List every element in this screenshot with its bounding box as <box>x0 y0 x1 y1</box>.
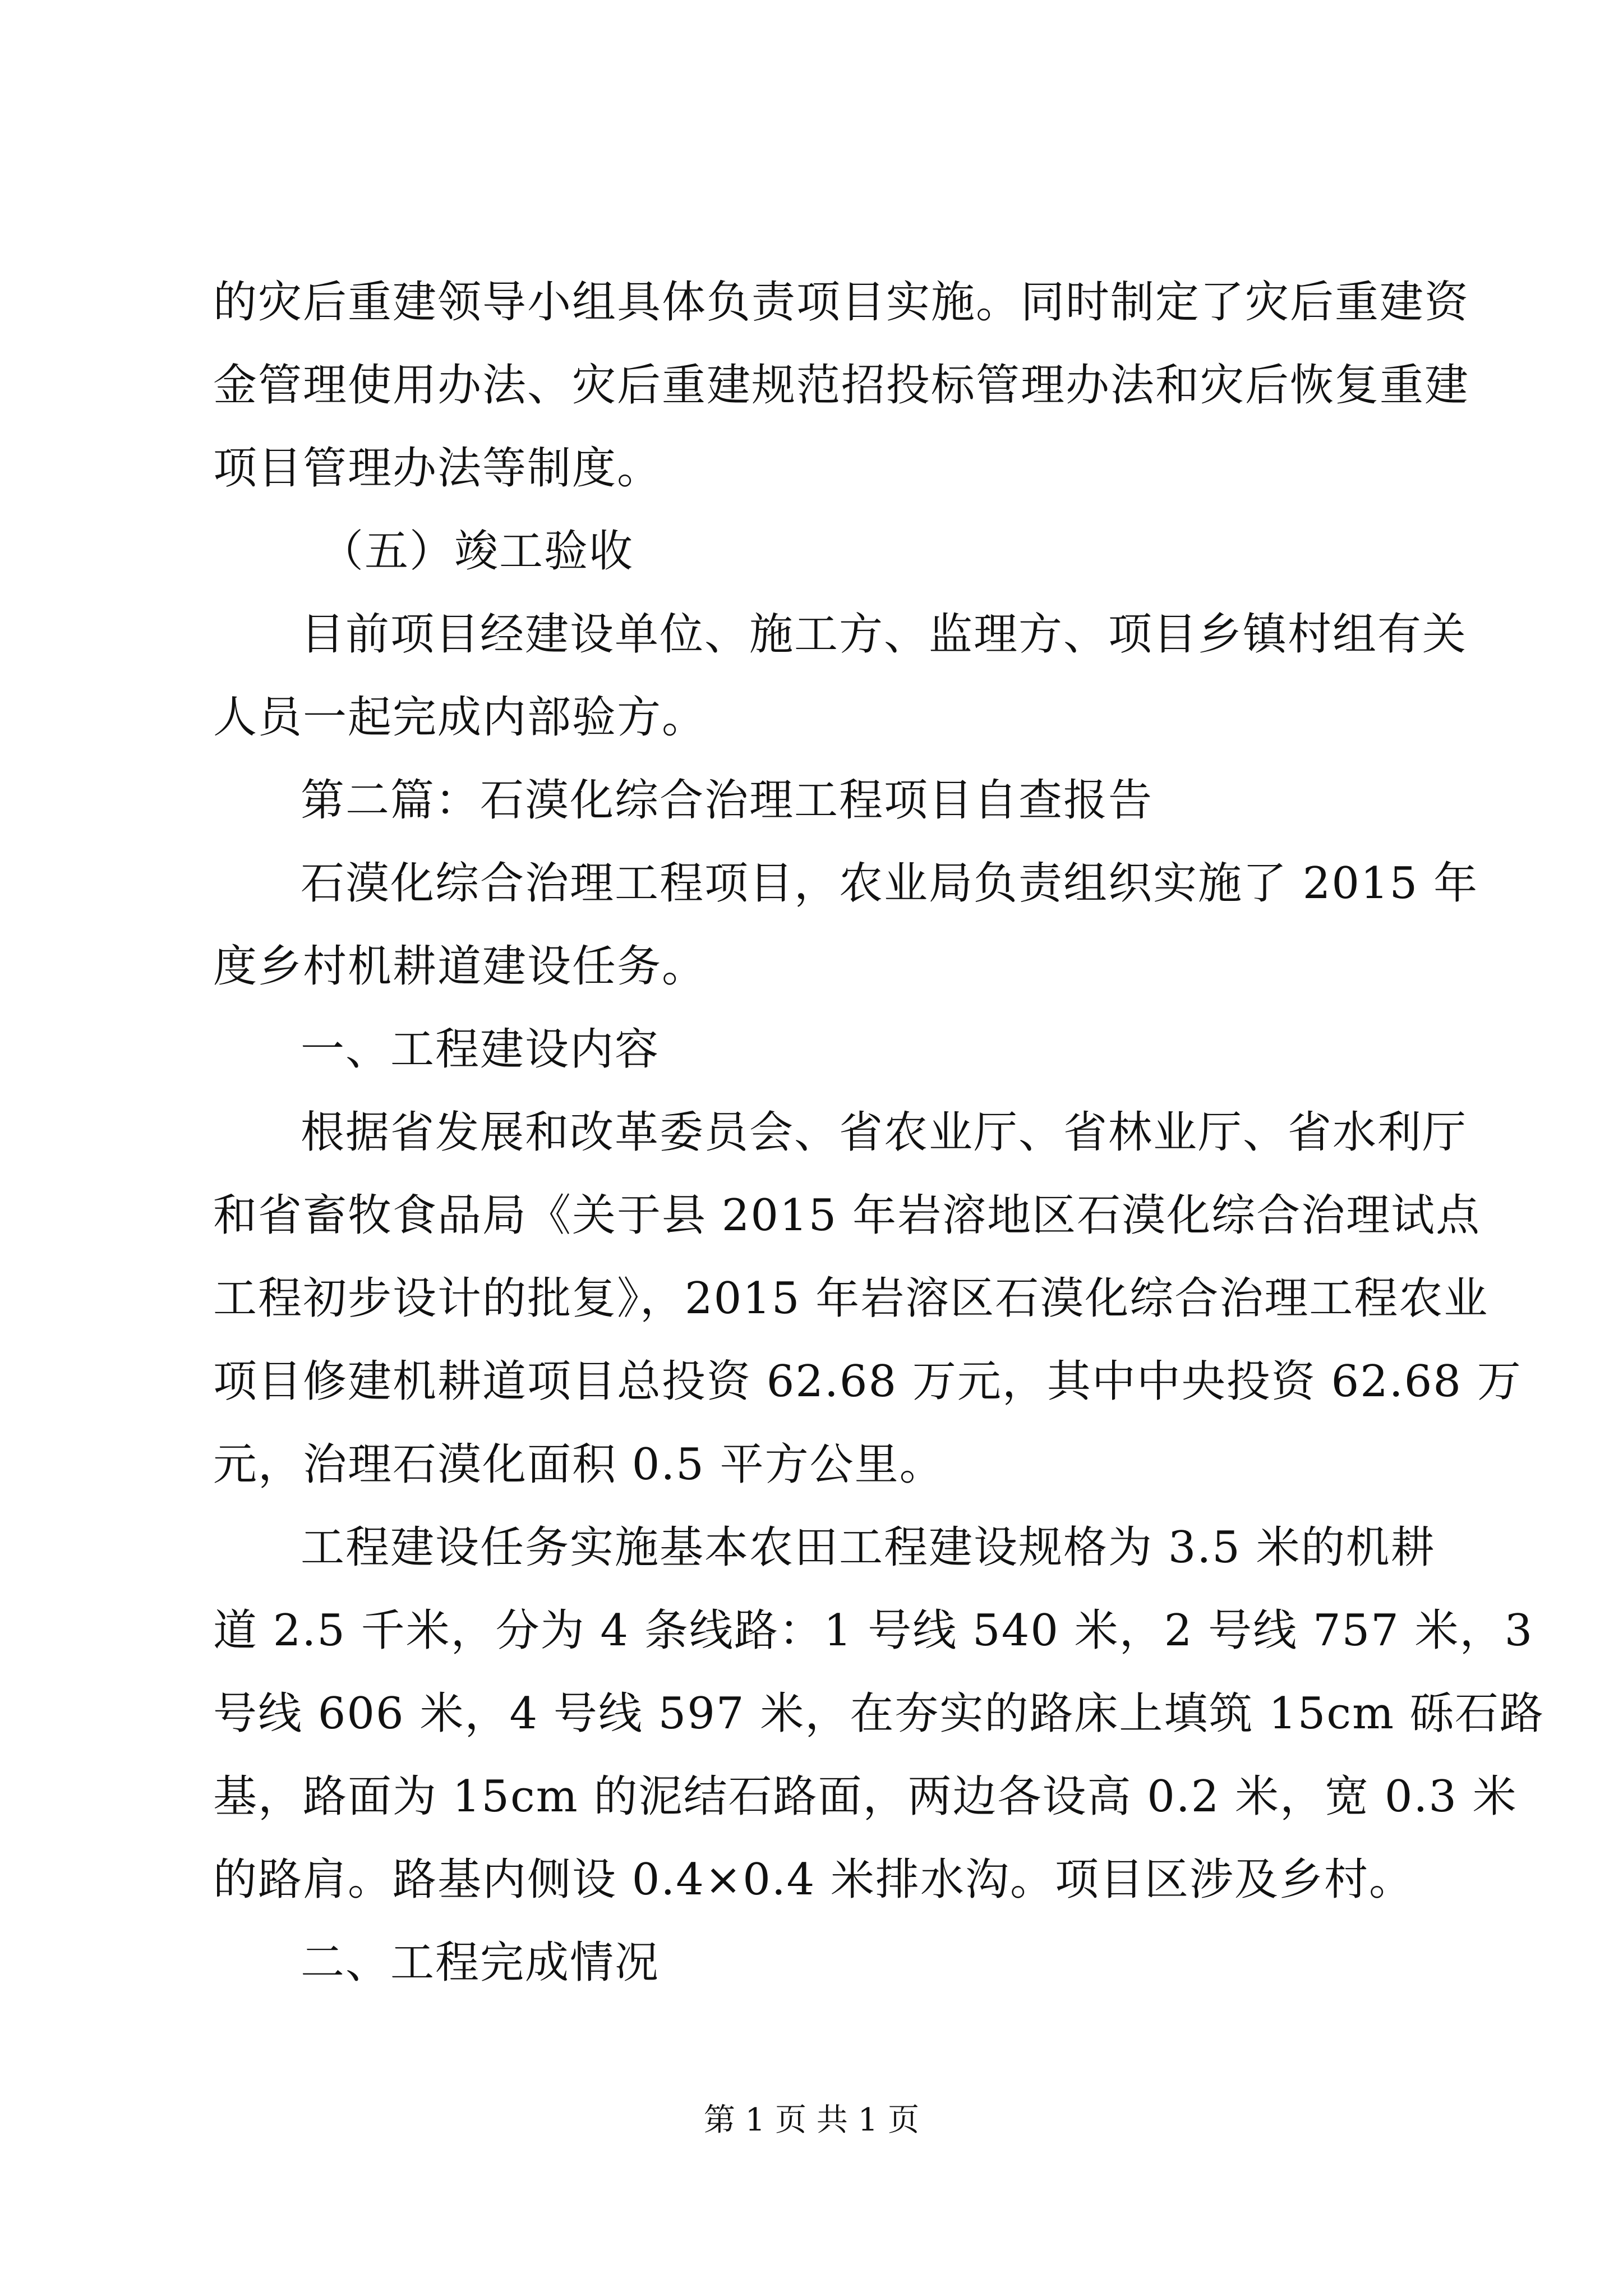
page-number-label: 第 1 页 共 1 页 <box>703 2102 920 2138</box>
paragraph-first-line: 目前项目经建设单位、施工方、监理方、项目乡镇村组有关 <box>301 609 1468 660</box>
document-body <box>213 261 1544 2004</box>
paragraph-first-line: 工程建设任务实施基本农田工程建设规格为 3.5 米的机耕 <box>301 1522 1436 1573</box>
body-line: 号线 606 米，4 号线 597 米，在夯实的路床上填筑 15cm 砾石路 <box>213 1688 1544 1739</box>
body-line: 元，治理石漠化面积 0.5 平方公里。 <box>213 1439 944 1490</box>
body-line: 基，路面为 15cm 的泥结石路面，两边各设高 0.2 米，宽 0.3 米 <box>213 1772 1518 1822</box>
body-line: 的路肩。路基内侧设 0.4×0.4 米排水沟。项目区涉及乡村。 <box>213 1855 1414 1905</box>
section-heading: （五）竣工验收 <box>320 526 634 577</box>
section-heading: 一、工程建设内容 <box>301 1024 660 1075</box>
body-line: 和省畜牧食品局《关于县 2015 年岩溶地区石漠化综合治理试点 <box>213 1190 1481 1241</box>
body-line: 人员一起完成内部验方。 <box>213 692 707 743</box>
paragraph-first-line: 根据省发展和改革委员会、省农业厅、省林业厅、省水利厅 <box>301 1107 1468 1158</box>
body-line: 金管理使用办法、灾后重建规范招投标管理办法和灾后恢复重建 <box>213 360 1470 411</box>
chapter-title: 第二篇：石漠化综合治理工程项目自查报告 <box>301 775 1154 826</box>
section-heading: 二、工程完成情况 <box>301 1938 660 1988</box>
body-line: 工程初步设计的批复》，2015 年岩溶区石漠化综合治理工程农业 <box>213 1273 1489 1324</box>
body-line: 度乡村机耕道建设任务。 <box>213 941 707 992</box>
body-line: 项目修建机耕道项目总投资 62.68 万元，其中中央投资 62.68 万 <box>213 1356 1522 1407</box>
body-line: 项目管理办法等制度。 <box>213 443 662 494</box>
page-footer <box>0 2101 1623 2140</box>
body-line: 的灾后重建领导小组具体负责项目实施。同时制定了灾后重建资 <box>213 277 1470 328</box>
body-line: 道 2.5 千米，分为 4 条线路：1 号线 540 米，2 号线 757 米，3 <box>213 1605 1534 1656</box>
paragraph-first-line: 石漠化综合治理工程项目，农业局负责组织实施了 2015 年 <box>301 858 1479 909</box>
